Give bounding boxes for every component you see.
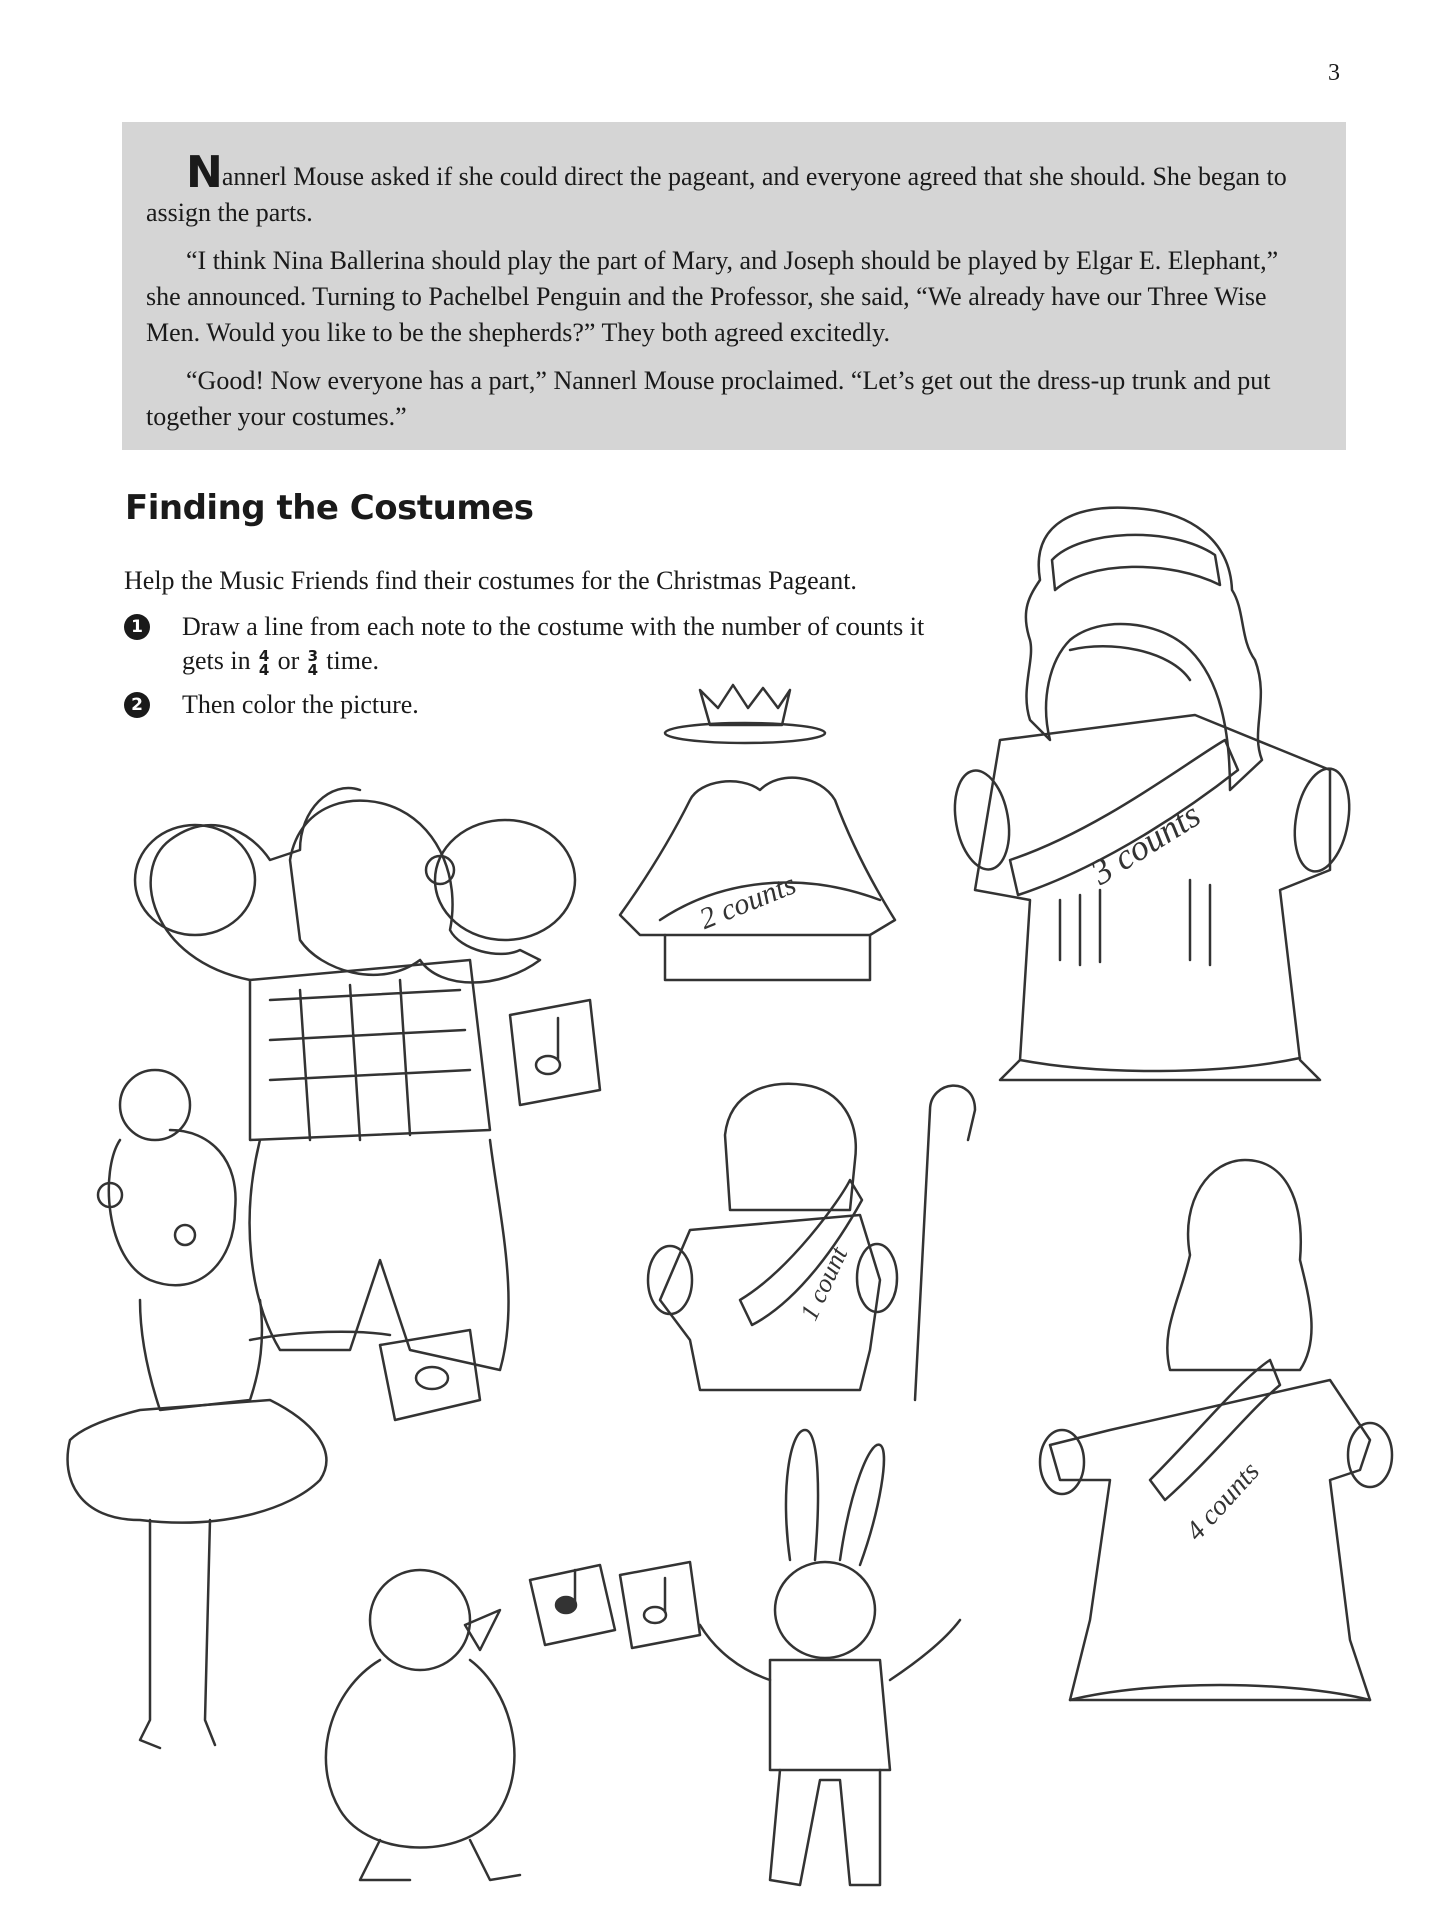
step-1-text-a: Draw a line from each note to the costume with the number of counts it gets in — [182, 612, 925, 675]
penguin-character — [326, 1570, 520, 1880]
whole-note-icon — [416, 1367, 448, 1389]
crown-icon — [700, 685, 790, 725]
quarter-note-icon — [556, 1597, 576, 1613]
frac2-bottom: 4 — [307, 661, 318, 679]
page-number: 3 — [1328, 60, 1340, 86]
elephant-note-card — [510, 1000, 600, 1105]
step-1-text-b: time. — [319, 646, 379, 675]
king-sash-label: 2 counts — [694, 867, 801, 936]
rabbit-note-card — [620, 1562, 700, 1648]
frac2-top: 3 — [307, 647, 318, 665]
joseph-costume — [948, 508, 1357, 1080]
drop-cap: N — [186, 147, 222, 198]
half-note-icon-2 — [644, 1607, 666, 1623]
ballerina-note-card — [380, 1330, 480, 1420]
step-1-or: or — [271, 646, 306, 675]
joseph-sash-label: 3 counts — [1083, 794, 1208, 893]
rabbit-character — [700, 1430, 960, 1885]
activity-intro: Help the Music Friends find their costumes for the Christmas Pageant. — [124, 566, 857, 595]
story-paragraph-1-text: annerl Mouse asked if she could direct the pageant, and everyone agreed that she should. She began to assign the parts. — [146, 162, 1287, 227]
half-note-icon — [536, 1056, 560, 1074]
elephant-left-ear — [135, 825, 255, 935]
story-paragraph-2: “I think Nina Ballerina should play the part of Mary, and Joseph should be played by Elgar E. Elephant,” she announced. Turning to Pachelbel Penguin and the Professor, she said, “We already have our Three Wise Men. Would you like to be the shepherds?” They both agreed excitedly. — [146, 246, 1279, 347]
shepherd-costume — [648, 1084, 975, 1400]
frac1-bottom: 4 — [258, 661, 270, 679]
shepherd-sash-label: 1 count — [794, 1242, 854, 1325]
section-title: Finding the Costumes — [125, 488, 534, 528]
story-paragraph-3: “Good! Now everyone has a part,” Nannerl Mouse proclaimed. “Let’s get out the dress-up trunk and put together your costumes.” — [146, 366, 1271, 431]
mary-sash-label: 4 counts — [1179, 1456, 1266, 1547]
step-1-number: 1 — [124, 614, 150, 640]
frac1-top: 4 — [258, 647, 270, 665]
step-2-text: Then color the picture. — [182, 690, 419, 719]
elephant-character — [135, 788, 575, 1370]
step-2-number: 2 — [124, 692, 150, 718]
mary-costume — [1040, 1160, 1392, 1700]
penguin-note-card — [530, 1565, 615, 1645]
ballerina-character — [68, 1070, 390, 1748]
elephant-right-ear — [435, 820, 575, 940]
king-costume — [620, 685, 895, 980]
